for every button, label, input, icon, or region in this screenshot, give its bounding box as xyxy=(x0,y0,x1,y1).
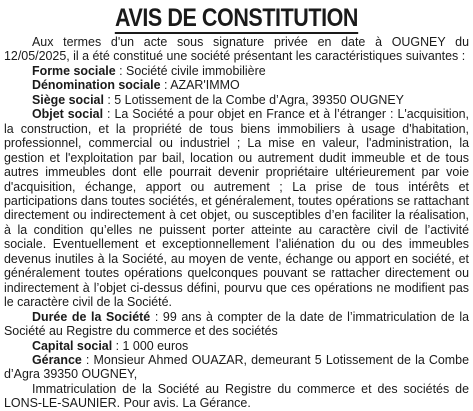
denomination-sociale xyxy=(4,78,469,92)
objet-label: Objet social xyxy=(32,107,104,122)
forme-sociale xyxy=(4,64,469,78)
objet-social xyxy=(4,107,469,309)
notice-title xyxy=(37,4,437,32)
gerance xyxy=(4,353,469,382)
notice-title-text: AVIS DE CONSTITUTION xyxy=(114,4,359,32)
gerance-value: : Monsieur Ahmed OUAZAR, demeurant 5 Lotissement de la Combe d’Agra 39350 OUGNEY, xyxy=(4,352,469,382)
intro-paragraph: Aux termes d'un acte sous signature privée en date à OUGNEY du 12/05/2025, il a été constitué une société présentant les caractéristiques suivantes : xyxy=(4,35,469,64)
siege-value: : 5 Lotissement de la Combe d’Agra, 39350 OUGNEY xyxy=(103,92,404,107)
capital-social xyxy=(4,339,469,353)
capital-value: : 1 000 euros xyxy=(112,338,189,353)
closing-paragraph: Immatriculation de la Société au Registre du commerce et des sociétés de LONS-LE-SAUNIER. Pour avis. La Gérance. xyxy=(4,381,469,411)
forme-sociale-value: : Société civile immobilière xyxy=(115,63,266,78)
duree-societe xyxy=(4,310,469,339)
siege-social xyxy=(4,93,469,107)
gerance-label: Gérance xyxy=(32,352,82,367)
siege-label: Siège social xyxy=(32,92,104,107)
duree-label: Durée de la Société xyxy=(32,309,151,324)
denomination-label: Dénomination sociale xyxy=(32,78,161,93)
objet-value: : La Société a pour objet en France et à l’étranger : L'acquisition, la construction, et la propriété de tous biens immobiliers à usage d'habitation, professionnel, commercial ou industriel ; La mise en valeur, l'administration, la gestion et l'exploitation par bail, location ou autrement dudit immeuble et de tous autres immeubles dont elle pourrait devenir propriétaire ultérieurement par voie d'acquisition, échange, apport ou autrement ; La prise de tous intérêts et participations dans toutes sociétés, et généralement, toutes opérations se rattachant directement ou indirectement à cet objet, ou susceptibles d’en faciliter la réalisation, à la condition qu’elles ne puissent porter atteinte au caractère civil de l’activité sociale. Eventuellement et exceptionnellement l’aliénation du ou des immeubles devenus inutiles à la Société, au moyen de vente, échange ou apport en société, et généralement toutes opérations quelconques pouvant se rattacher directement ou indirectement à l’objet ci-dessus défini, pourvu que ces opérations ne modifient pas le caractère civil de la Société. xyxy=(4,107,469,310)
forme-sociale-label: Forme sociale xyxy=(32,63,116,78)
capital-label: Capital social xyxy=(32,338,113,353)
denomination-value: : AZAR'IMMO xyxy=(160,78,240,93)
duree-value: : 99 ans à compter de la date de l’immatriculation de la Société au Registre du commerce et des sociétés xyxy=(4,309,470,339)
